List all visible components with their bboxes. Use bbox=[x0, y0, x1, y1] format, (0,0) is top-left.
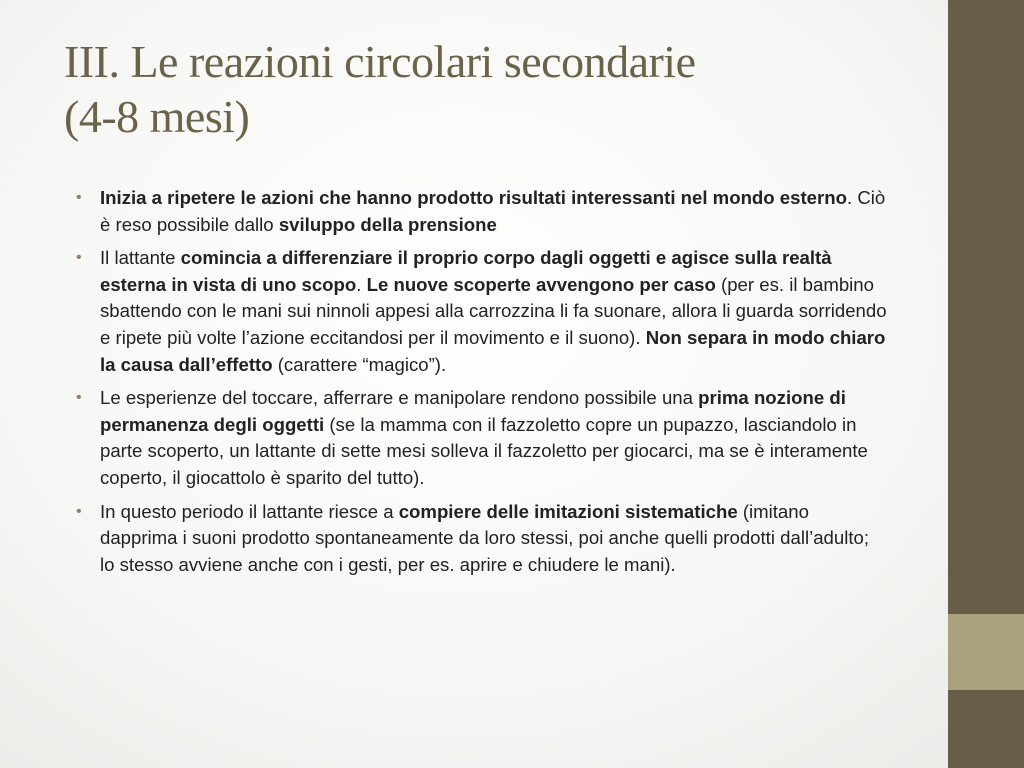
slide-title bbox=[64, 34, 934, 144]
bullet-2-run-7: (carattere “magico”). bbox=[272, 353, 447, 375]
bullet-item-2 bbox=[76, 245, 888, 378]
bullet-3-run-1: Le esperienze del toccare, afferrare e manipolare rendono possibile una bbox=[100, 387, 699, 409]
sidebar-accent-block bbox=[948, 614, 1024, 690]
bullet-4-run-2: compiere delle imitazioni sistematiche bbox=[398, 500, 738, 522]
bullet-4-run-3: (imitano dapprima i suoni prodotto spontaneamente da loro stessi, poi anche quelli prodotti dall’adulto; lo stesso avviene anche con i gesti, per es. aprire e chiudere le mani). bbox=[100, 500, 870, 575]
bullet-3-run-3: (se la mamma con il fazzoletto copre un pupazzo, lasciandolo in parte scoperto, un lattante di sette mesi solleva il fazzoletto per giocarci, ma se è interamente coperto, il giocattolo è sparito del tutto). bbox=[100, 413, 868, 488]
bullet-item-3 bbox=[76, 385, 888, 491]
bullet-2-run-1: Il lattante bbox=[100, 247, 181, 269]
bullet-3-run-2: prima nozione di permanenza degli oggetti bbox=[100, 387, 846, 435]
bullet-2-run-6: Non separa in modo chiaro la causa dall’effetto bbox=[100, 326, 886, 375]
slide-title-line-1: III. Le reazioni circolari secondarie bbox=[64, 36, 696, 87]
bullet-2-run-3: . bbox=[356, 273, 367, 295]
bullet-1-run-3: sviluppo della prensione bbox=[278, 213, 497, 235]
bullet-4-run-1: In questo periodo il lattante riesce a bbox=[100, 500, 399, 522]
bullet-item-1 bbox=[76, 185, 888, 238]
bullet-2-run-4: Le nuove scoperte avvengono per caso bbox=[366, 273, 716, 295]
bullet-1-run-2: . Ciò è reso possibile dallo bbox=[100, 187, 886, 235]
bullet-list bbox=[76, 185, 888, 585]
bullet-1-run-1: Inizia a ripetere le azioni che hanno prodotto risultati interessanti nel mondo esterno bbox=[100, 187, 847, 208]
bullet-2-run-5: (per es. il bambino sbattendo con le mani sui ninnoli appesi alla carrozzina li fa suonare, allora li guarda sorridendo e ripete più volte l’azione eccitandosi per il movimento e il suono). bbox=[100, 273, 887, 348]
bullet-2-run-2: comincia a differenziare il proprio corpo dagli oggetti e agisce sulla realtà esterna in vista di uno scopo bbox=[100, 247, 832, 295]
bullet-item-4 bbox=[76, 499, 888, 579]
slide-title-line-2: (4-8 mesi) bbox=[64, 91, 250, 142]
